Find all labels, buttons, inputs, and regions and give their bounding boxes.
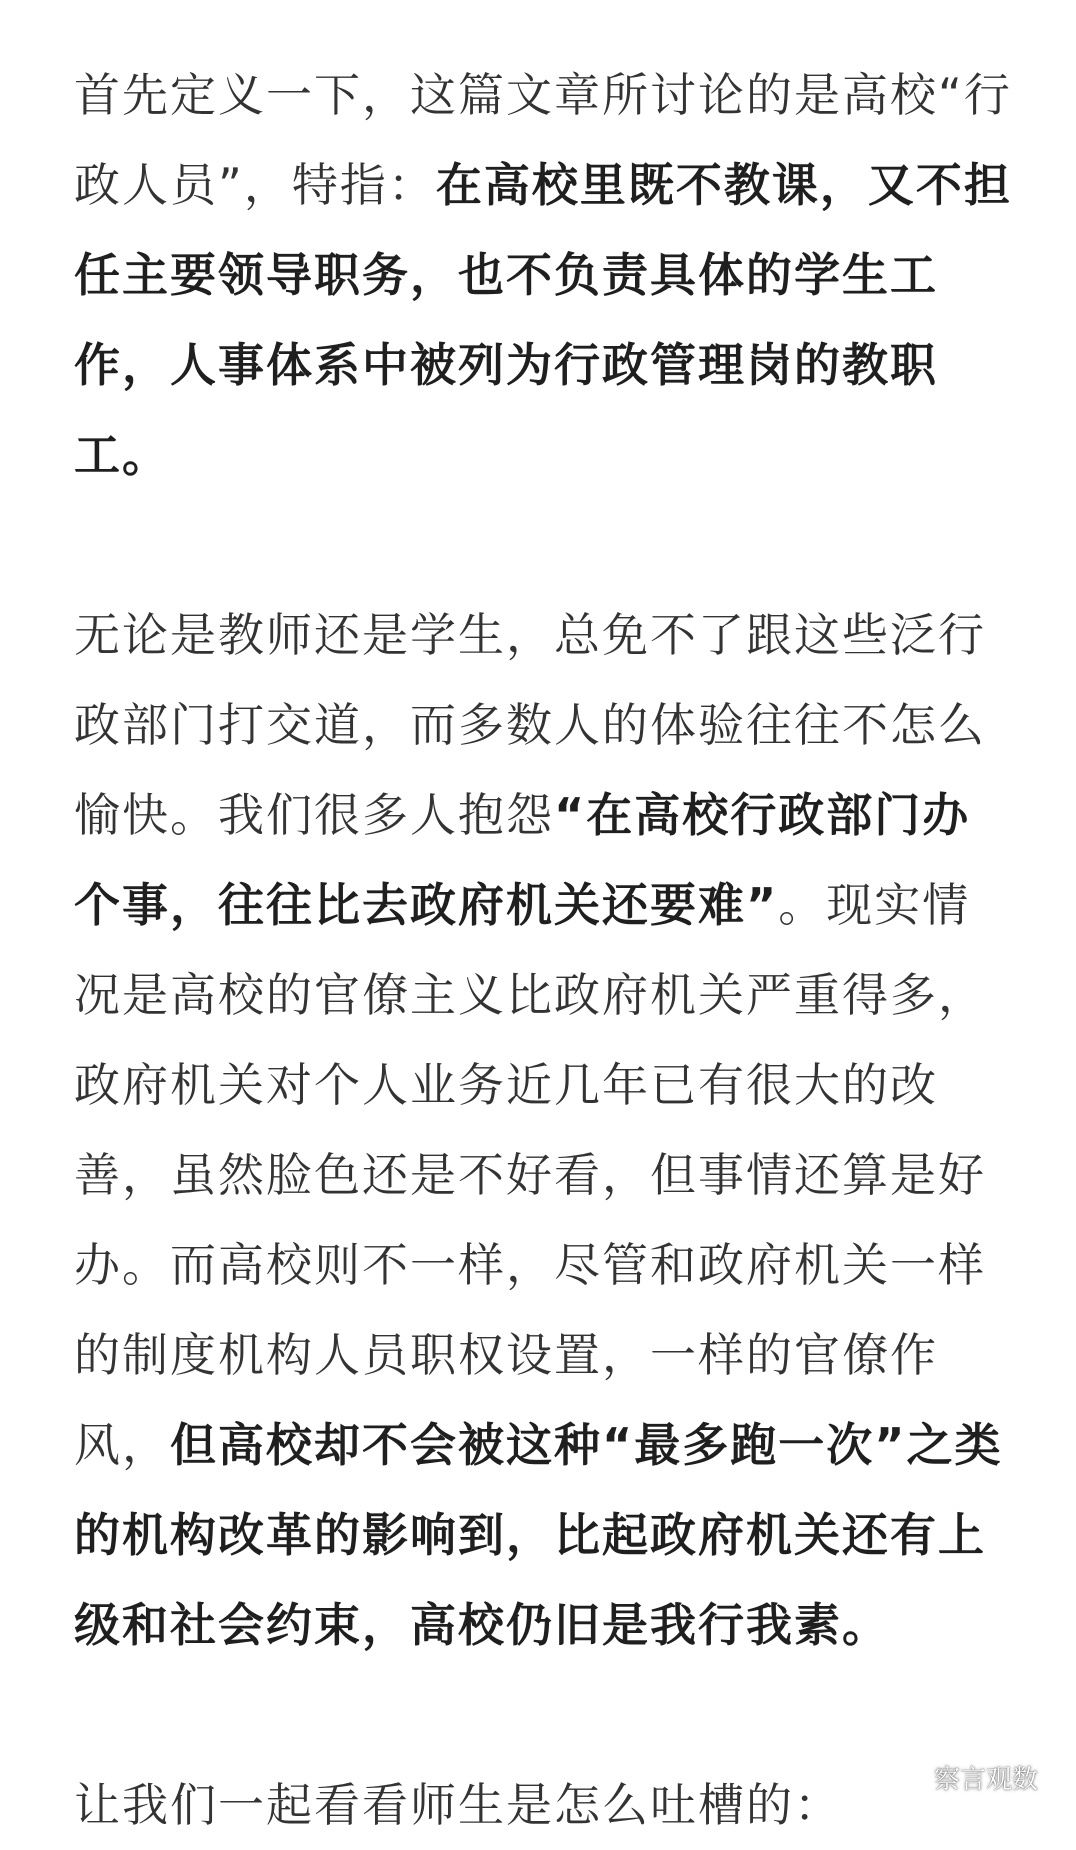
- watermark-text: 察言观数: [933, 1765, 1038, 1795]
- wechat-icon: [890, 1759, 926, 1796]
- article-body: [74, 50, 1014, 1850]
- bold-text-segment: 在高校里既不教课，又不担任主要领导职务，也不负责具体的学生工作，人事体系中被列为行政管理岗的教职工。: [74, 158, 1012, 482]
- text-segment: 。现实情况是高校的官僚主义比政府机关严重得多，政府机关对个人业务近几年已有很大的改善，虽然脸色还是不好看，但事情还算是好办。而高校则不一样，尽管和政府机关一样的制度机构人员职权设置，一样的官僚作风，: [74, 878, 986, 1472]
- text-segment: 无论是教师还是学生，总免不了跟这些泛行政部门打交道，而多数人的体验往往不怎么愉快。我们很多人抱怨: [74, 608, 986, 842]
- paragraph-experience: [74, 590, 1014, 1670]
- paragraph-definition: [74, 50, 1014, 500]
- bold-text-segment: 但高校却不会被这种“最多跑一次”之类的机构改革的影响到，比起政府机关还有上级和社会约束，高校仍旧是我行我素。: [74, 1418, 1003, 1652]
- bold-text-segment: “在高校行政部门办个事，往往比去政府机关还要难”: [74, 788, 971, 932]
- text-segment: 首先定义一下，这篇文章所讨论的是高校“行政人员”，特指：: [74, 68, 1012, 212]
- paragraph-intro: [74, 1760, 1014, 1850]
- text-segment: 让我们一起看看师生是怎么吐槽的：: [74, 1778, 842, 1832]
- watermark: [890, 1759, 1038, 1796]
